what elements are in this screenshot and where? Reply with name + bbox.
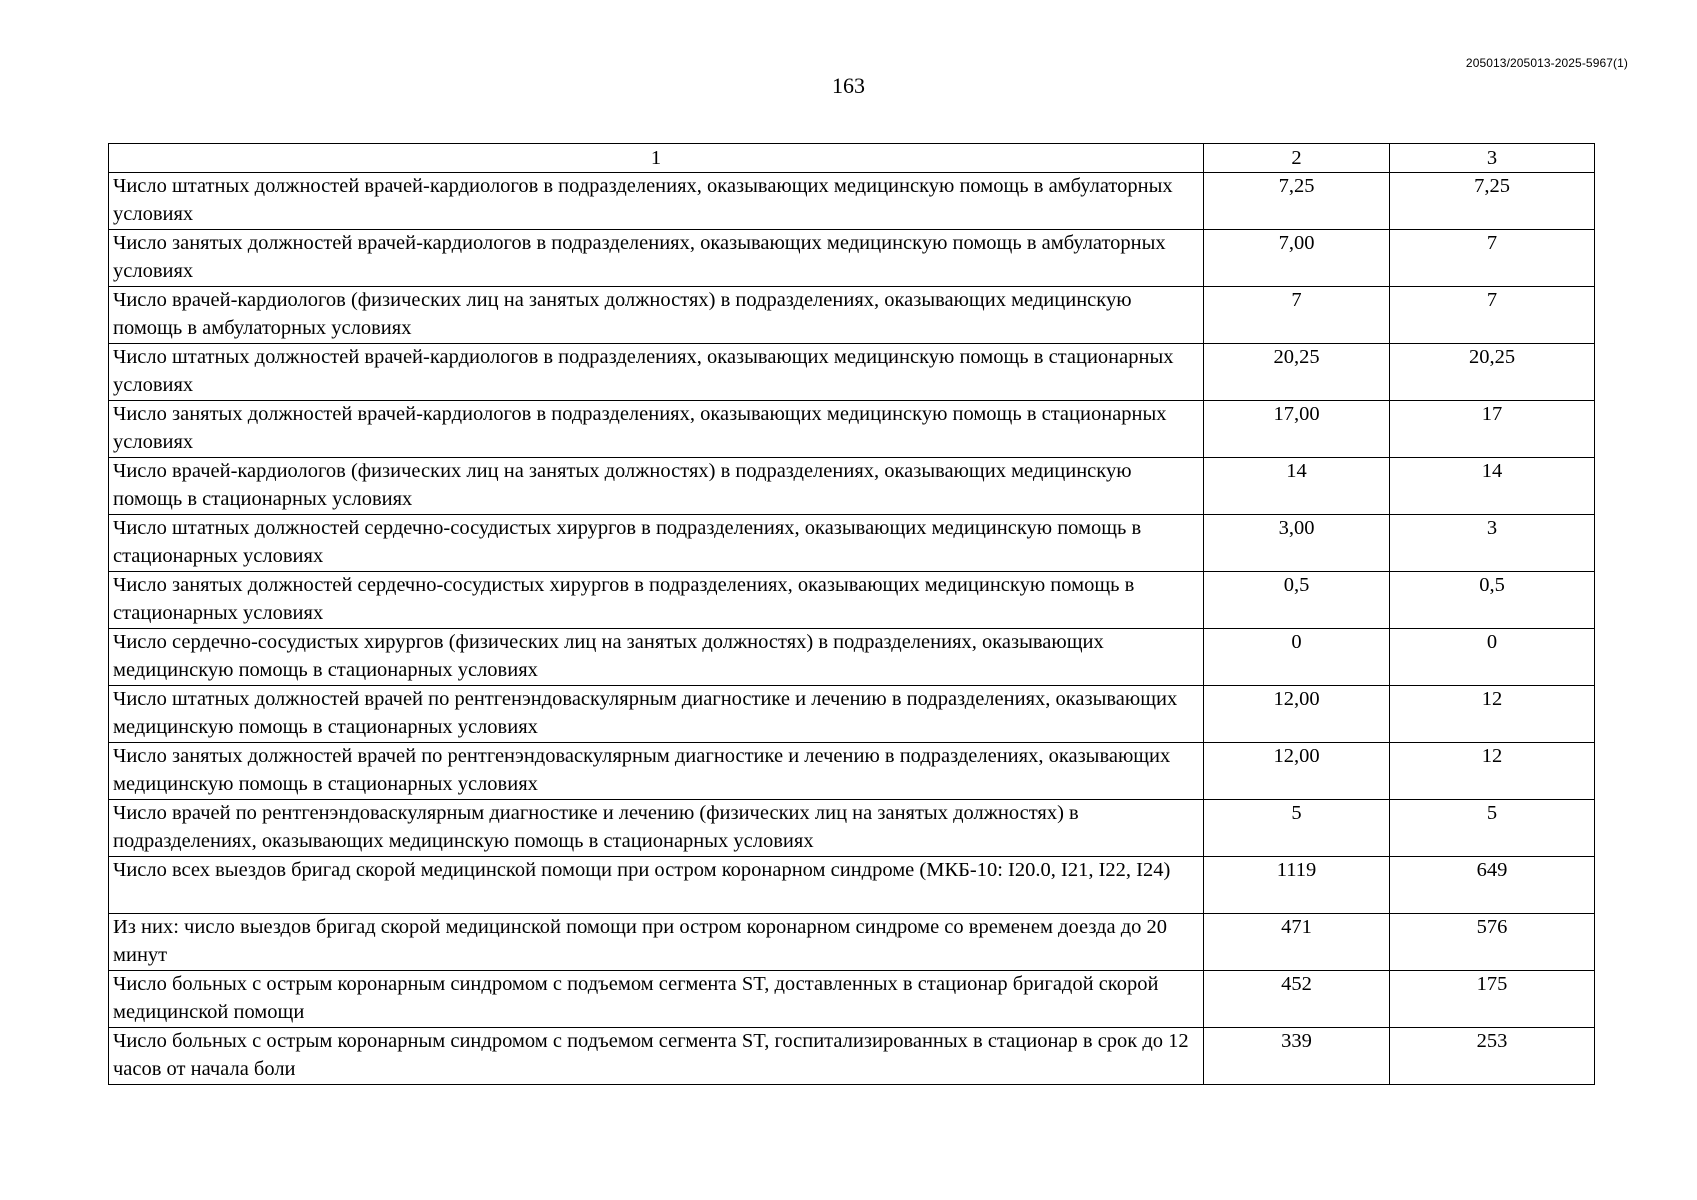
row-label: Число штатных должностей сердечно-сосудистых хирургов в подразделениях, оказывающих медицинскую помощь в стационарных условиях [109,515,1204,572]
row-value-col3: 0,5 [1390,572,1595,629]
row-value-col3: 649 [1390,857,1595,914]
row-value-col2: 3,00 [1204,515,1390,572]
table-row [109,173,1595,230]
table-row [109,515,1595,572]
table-row [109,344,1595,401]
table-row [109,629,1595,686]
row-label: Число всех выездов бригад скорой медицинской помощи при остром коронарном синдроме (МКБ-10: I20.0, I21, I22, I24) [109,857,1204,914]
row-value-col2: 12,00 [1204,686,1390,743]
row-value-col2: 339 [1204,1028,1390,1085]
row-label: Число штатных должностей врачей-кардиологов в подразделениях, оказывающих медицинскую помощь в амбулаторных условиях [109,173,1204,230]
table-row [109,686,1595,743]
row-value-col2: 7,00 [1204,230,1390,287]
row-label: Число штатных должностей врачей по рентгенэндоваскулярным диагностике и лечению в подразделениях, оказывающих медицинскую помощь в стационарных условиях [109,686,1204,743]
row-value-col3: 14 [1390,458,1595,515]
row-label: Число врачей-кардиологов (физических лиц на занятых должностях) в подразделениях, оказывающих медицинскую помощь в стационарных условиях [109,458,1204,515]
row-label: Число штатных должностей врачей-кардиологов в подразделениях, оказывающих медицинскую помощь в стационарных условиях [109,344,1204,401]
table-row [109,971,1595,1028]
row-label: Число врачей по рентгенэндоваскулярным диагностике и лечению (физических лиц на занятых должностях) в подразделениях, оказывающих медицинскую помощь в стационарных условиях [109,800,1204,857]
document-id: 205013/205013-2025-5967(1) [1465,56,1628,70]
row-value-col3: 253 [1390,1028,1595,1085]
row-value-col2: 452 [1204,971,1390,1028]
row-value-col2: 0,5 [1204,572,1390,629]
row-value-col3: 17 [1390,401,1595,458]
row-value-col3: 7,25 [1390,173,1595,230]
row-value-col2: 0 [1204,629,1390,686]
row-label: Из них: число выездов бригад скорой медицинской помощи при остром коронарном синдроме со временем доезда до 20 минут [109,914,1204,971]
row-label: Число занятых должностей сердечно-сосудистых хирургов в подразделениях, оказывающих медицинскую помощь в стационарных условиях [109,572,1204,629]
page-number: 163 [832,73,865,98]
row-value-col3: 20,25 [1390,344,1595,401]
row-value-col2: 14 [1204,458,1390,515]
table-row [109,458,1595,515]
table-row [109,1028,1595,1085]
row-value-col3: 7 [1390,230,1595,287]
row-value-col2: 471 [1204,914,1390,971]
table-row [109,230,1595,287]
row-value-col2: 5 [1204,800,1390,857]
table-row [109,857,1595,914]
row-value-col3: 0 [1390,629,1595,686]
row-value-col3: 175 [1390,971,1595,1028]
table-row [109,800,1595,857]
table-header-row [109,144,1595,173]
table-row [109,914,1595,971]
row-value-col3: 576 [1390,914,1595,971]
row-value-col3: 3 [1390,515,1595,572]
row-label: Число сердечно-сосудистых хирургов (физических лиц на занятых должностях) в подразделениях, оказывающих медицинскую помощь в стационарных условиях [109,629,1204,686]
header-cell-3: 3 [1390,144,1595,173]
table-row [109,401,1595,458]
table-row [109,287,1595,344]
row-value-col2: 1119 [1204,857,1390,914]
row-value-col3: 12 [1390,743,1595,800]
row-value-col3: 5 [1390,800,1595,857]
row-label: Число занятых должностей врачей-кардиологов в подразделениях, оказывающих медицинскую помощь в стационарных условиях [109,401,1204,458]
row-label: Число больных с острым коронарным синдромом с подъемом сегмента ST, доставленных в стационар бригадой скорой медицинской помощи [109,971,1204,1028]
statistics-table [108,143,1595,1085]
row-value-col3: 12 [1390,686,1595,743]
row-value-col2: 7 [1204,287,1390,344]
table-row [109,572,1595,629]
row-label: Число врачей-кардиологов (физических лиц на занятых должностях) в подразделениях, оказывающих медицинскую помощь в амбулаторных условиях [109,287,1204,344]
row-value-col2: 12,00 [1204,743,1390,800]
header-cell-2: 2 [1204,144,1390,173]
row-value-col2: 7,25 [1204,173,1390,230]
header-cell-1: 1 [109,144,1204,173]
row-label: Число занятых должностей врачей-кардиологов в подразделениях, оказывающих медицинскую помощь в амбулаторных условиях [109,230,1204,287]
row-label: Число больных с острым коронарным синдромом с подъемом сегмента ST, госпитализированных в стационар в срок до 12 часов от начала боли [109,1028,1204,1085]
row-value-col2: 17,00 [1204,401,1390,458]
row-label: Число занятых должностей врачей по рентгенэндоваскулярным диагностике и лечению в подразделениях, оказывающих медицинскую помощь в стационарных условиях [109,743,1204,800]
table-row [109,743,1595,800]
row-value-col2: 20,25 [1204,344,1390,401]
row-value-col3: 7 [1390,287,1595,344]
